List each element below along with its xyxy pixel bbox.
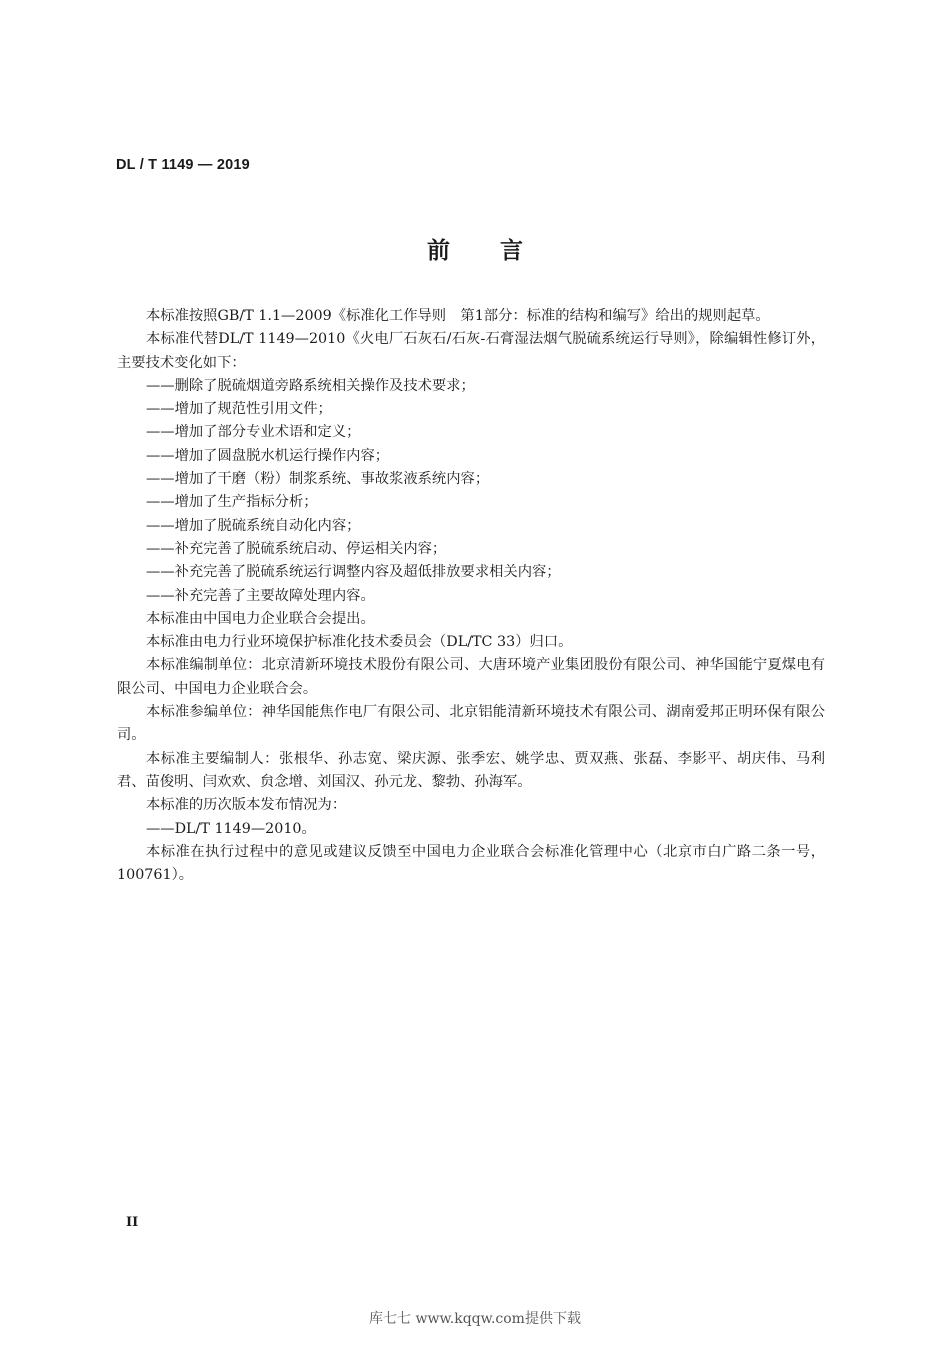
standard-code: DL / T 1149 — 2019 [116,157,250,173]
foreword-body [117,305,825,887]
paragraph-drafters: 本标准主要编制人：张根华、孙志宽、梁庆源、张季宏、姚学忠、贾双燕、张磊、李影平、胡庆伟、马利君、苗俊明、闫欢欢、贠念增、刘国汉、孙元龙、黎勃、孙海军。 [117,750,825,790]
paragraph-participating-units: 本标准参编单位：神华国能焦作电厂有限公司、北京铝能清新环境技术有限公司、湖南爱邦正明环保有限公司。 [117,704,825,744]
change-item: ——增加了圆盘脱水机运行操作内容； [146,447,390,464]
change-item: ——增加了干磨（粉）制浆系统、事故浆液系统内容； [146,471,490,488]
change-item: ——补充完善了主要故障处理内容。 [146,587,375,604]
title-char-1: 前 [427,238,450,264]
paragraph-replacement: 本标准代替DL/T 1149—2010《火电厂石灰石/石灰-石膏湿法烟气脱硫系统运行导则》，除编辑性修订外，主要技术变化如下： [117,331,825,371]
paragraph-version-history: 本标准的历次版本发布情况为： [146,797,347,814]
change-item: ——增加了规范性引用文件； [146,401,332,418]
change-item: ——补充完善了脱硫系统运行调整内容及超低排放要求相关内容； [146,564,561,581]
change-item: ——增加了部分专业术语和定义； [146,424,361,441]
paragraph-committee: 本标准由电力行业环境保护标准化技术委员会（DL/TC 33）归口。 [146,634,573,651]
change-item: ——补充完善了脱硫系统启动、停运相关内容； [146,540,447,557]
change-item: ——增加了脱硫系统自动化内容； [146,517,361,534]
page-number: II [126,1215,139,1230]
title-char-2: 言 [500,238,523,264]
version-item: ——DL/T 1149—2010。 [146,820,316,837]
paragraph-proposer: 本标准由中国电力企业联合会提出。 [146,610,375,627]
download-watermark-note: 库七七 www.kqqw.com提供下载 [369,1311,581,1327]
change-item: ——增加了生产指标分析； [146,494,318,511]
change-item: ——删除了脱硫烟道旁路系统相关操作及技术要求； [146,377,475,394]
paragraph-drafting-rules: 本标准按照GB/T 1.1—2009《标准化工作导则 第1部分：标准的结构和编写》给出的规则起草。 [146,308,770,324]
paragraph-drafting-units: 本标准编制单位：北京清新环境技术股份有限公司、大唐环境产业集团股份有限公司、神华国能宁夏煤电有限公司、中国电力企业联合会。 [117,657,825,697]
paragraph-feedback: 本标准在执行过程中的意见或建议反馈至中国电力企业联合会标准化管理中心（北京市白广路二条一号，100761）。 [117,843,825,884]
page-title [0,232,950,265]
